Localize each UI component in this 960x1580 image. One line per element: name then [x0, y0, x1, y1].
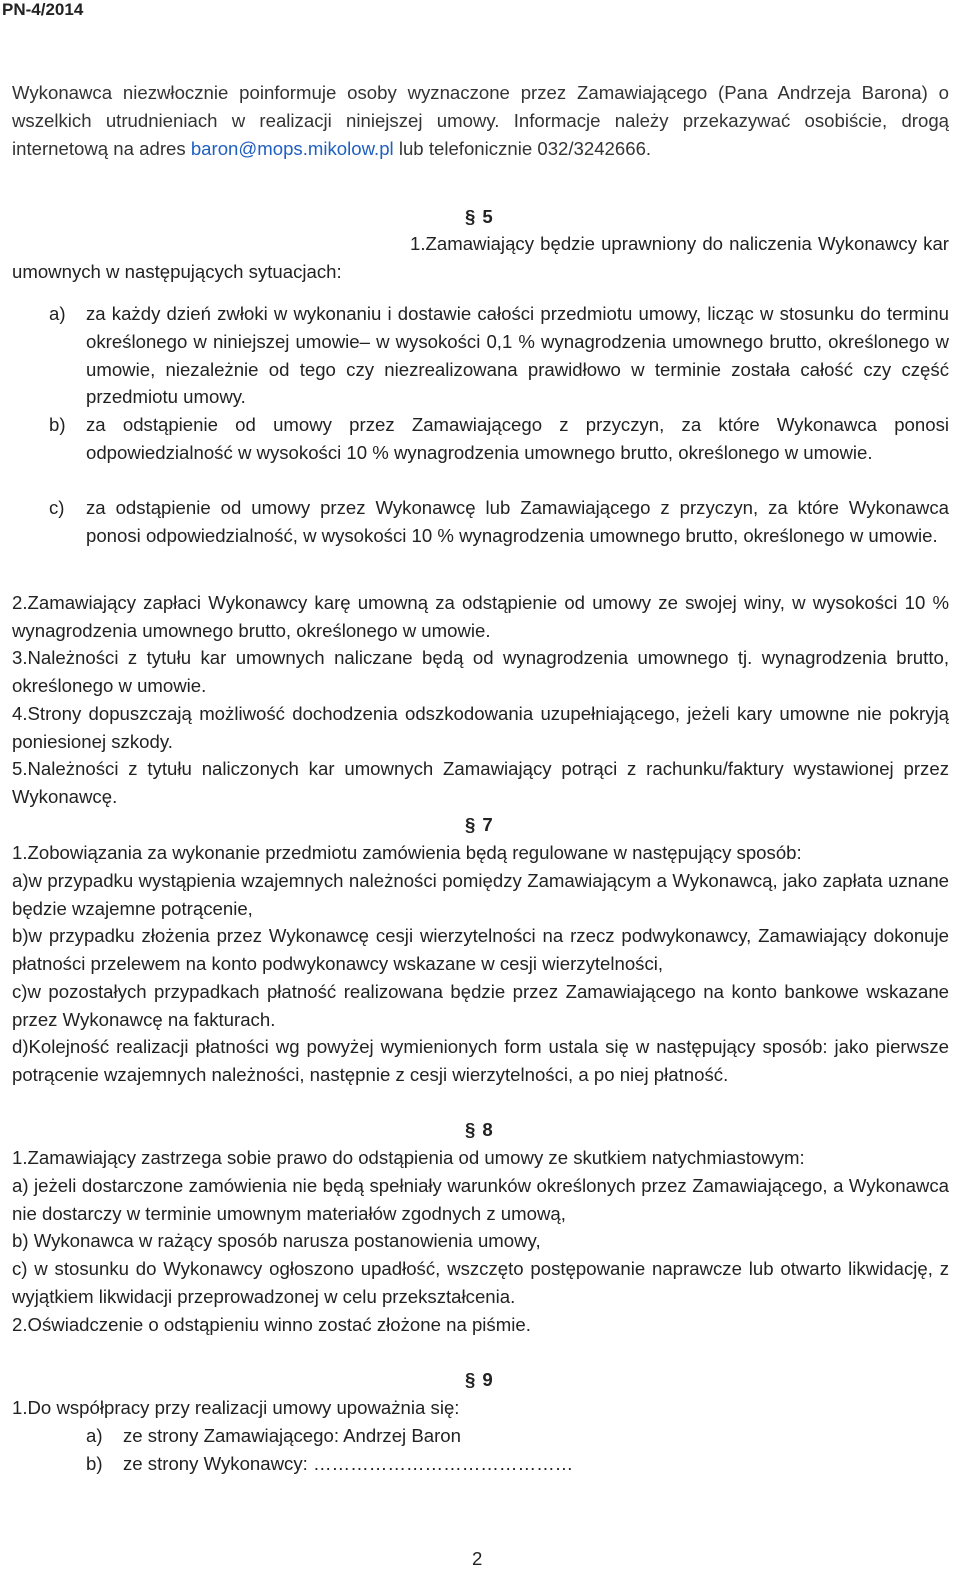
- list-item-text: ze strony Wykonawcy: ……………………………………: [123, 1453, 574, 1474]
- list-item-label: b): [86, 1453, 103, 1474]
- s5-paragraph-5: 5.Należności z tytułu naliczonych kar umownych Zamawiający potrąci z rachunku/faktury wystawionej przez Wykonawcę.: [12, 758, 949, 807]
- intro-paragraph: [12, 79, 949, 162]
- list-item-label: c): [49, 497, 65, 518]
- page-number: 2: [472, 1548, 483, 1569]
- s7-paragraph-b: b)w przypadku złożenia przez Wykonawcę cesji wierzytelności na rzecz podwykonawcy, Zamawiający dokonuje płatności przelewem na konto podwykonawcy wskazane w cesji wierzytelności,: [12, 925, 949, 974]
- list-item-text: ze strony Zamawiającego: Andrzej Baron: [123, 1425, 461, 1446]
- s7-paragraph-a: a)w przypadku wystąpienia wzajemnych należności pomiędzy Zamawiającym a Wykonawcą, jako zapłata uznane będzie wzajemne potrącenie,: [12, 870, 949, 919]
- section-number: 7: [482, 814, 493, 835]
- list-item-text: za odstąpienie od umowy przez Zamawiającego z przyczyn, za które Wykonawca ponosi odpowiedzialność w wysokości 10 % wynagrodzenia umownego brutto, określonego w umowie.: [86, 414, 949, 463]
- intro-text: Wykonawca niezwłocznie poinformuje osoby wyznaczone przez Zamawiającego (Pana Andrzeja Barona) o wszelkich utrudnieniach w realizacji niniejszej umowy. Informacje należy przekazywać osobiście, drogą internetową na adres: [12, 82, 949, 159]
- section-symbol: §: [465, 814, 476, 835]
- section-symbol: §: [465, 1369, 476, 1390]
- s8-paragraph-c: c) w stosunku do Wykonawcy ogłoszono upadłość, wszczęto postępowanie naprawcze lub otwarto likwidację, z wyjątkiem likwidacji przeprowadzonej w celu przekształcenia.: [12, 1258, 949, 1307]
- s5-paragraph-2: 2.Zamawiający zapłaci Wykonawcy karę umowną za odstąpienie od umowy ze swojej winy, w wysokości 10 % wynagrodzenia umownego brutto, określonego w umowie.: [12, 592, 949, 641]
- s7-paragraph-1: 1.Zobowiązania za wykonanie przedmiotu zamówienia będą regulowane w następujący sposób:: [12, 842, 802, 863]
- section-symbol: §: [465, 206, 476, 227]
- list-item-text: za każdy dzień zwłoki w wykonaniu i dostawie całości przedmiotu umowy, licząc w stosunku do terminu określonego w niniejszej umowie– w wysokości 0,1 % wynagrodzenia umownego brutto, określonego w umowie, niezależnie od tego czy niezrealizowana prawidłowo w terminie została całość czy część przedmiotu umowy.: [86, 303, 949, 408]
- list-item-text: za odstąpienie od umowy przez Wykonawcę lub Zamawiającego z przyczyn, za które Wykonawca ponosi odpowiedzialność, w wysokości 10 % wynagrodzenia umownego brutto, określonego w umowie.: [86, 497, 949, 546]
- list-item-label: a): [49, 303, 66, 324]
- section-number: 8: [482, 1119, 493, 1140]
- section-9-heading: [465, 1368, 525, 1392]
- list-item: [86, 1450, 573, 1478]
- document-header: PN-4/2014: [2, 0, 84, 19]
- section-5-heading: [465, 205, 525, 229]
- section-8-heading: [465, 1118, 525, 1142]
- list-item: [49, 411, 949, 467]
- s5-paragraph-1: 1.Zamawiający będzie uprawniony do naliczenia Wykonawcy kar umownych w następujących sytuacjach:: [12, 233, 949, 282]
- s5-paragraph-4: 4.Strony dopuszczają możliwość dochodzenia odszkodowania uzupełniającego, jeżeli kary umowne nie pokryją poniesionej szkody.: [12, 703, 949, 752]
- email-link[interactable]: baron@mops.mikolow.pl: [190, 137, 394, 159]
- s8-paragraph-2: 2.Oświadczenie o odstąpieniu winno zostać złożone na piśmie.: [12, 1314, 531, 1335]
- list-item-label: b): [49, 414, 66, 435]
- s8-paragraph-b: b) Wykonawca w rażący sposób narusza postanowienia umowy,: [12, 1230, 541, 1251]
- s8-paragraph-a: a) jeżeli dostarczone zamówienia nie będą spełniały warunków określonych przez Zamawiającego, a Wykonawca nie dostarczy w terminie umownym materiałów zgodnych z umową,: [12, 1175, 949, 1224]
- section-symbol: §: [465, 1119, 476, 1140]
- s9-paragraph-1: 1.Do współpracy przy realizacji umowy upoważnia się:: [12, 1397, 460, 1418]
- section-7-heading: [465, 813, 525, 837]
- section-number: 9: [482, 1369, 493, 1390]
- section-number: 5: [482, 206, 493, 227]
- list-item: [49, 300, 949, 411]
- s8-paragraph-1: 1.Zamawiający zastrzega sobie prawo do odstąpienia od umowy ze skutkiem natychmiastowym:: [12, 1147, 805, 1168]
- list-item: [86, 1422, 461, 1450]
- list-item: [49, 494, 949, 550]
- intro-text-end: lub telefonicznie 032/3242666.: [393, 137, 652, 159]
- list-item-label: a): [86, 1425, 103, 1446]
- s5-paragraph-3: 3.Należności z tytułu kar umownych naliczane będą od wynagrodzenia umownego tj. wynagrodzenia brutto, określonego w umowie.: [12, 647, 949, 696]
- s7-paragraph-c: c)w pozostałych przypadkach płatność realizowana będzie przez Zamawiającego na konto bankowe wskazane przez Wykonawcę na fakturach.: [12, 981, 949, 1030]
- s7-paragraph-d: d)Kolejność realizacji płatności wg powyżej wymienionych form ustala się w następujący sposób: jako pierwsze potrącenie wzajemnych należności, następnie z cesji wierzytelności, a po niej płatność.: [12, 1036, 949, 1085]
